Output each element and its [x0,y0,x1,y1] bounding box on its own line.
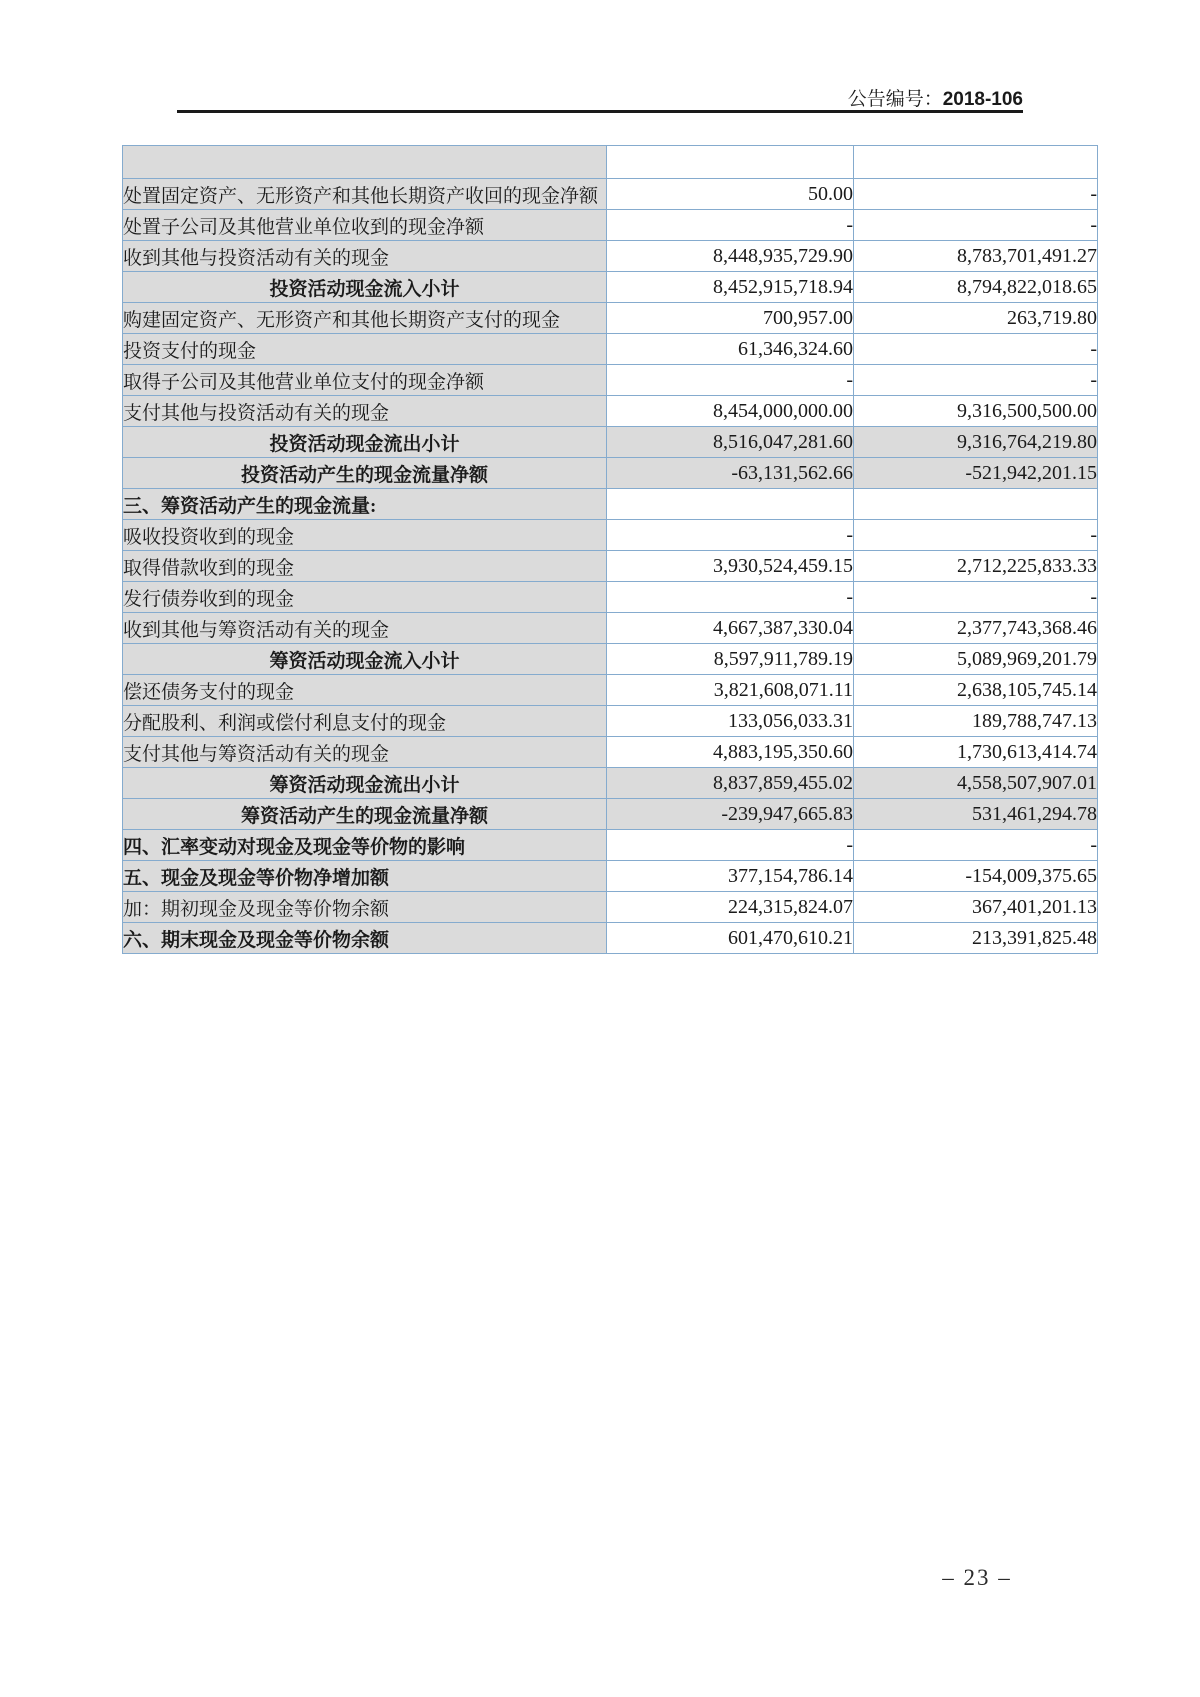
row-label: 发行债券收到的现金 [123,582,607,613]
row-value-v2: 2,377,743,368.46 [854,613,1098,644]
row-label: 投资活动产生的现金流量净额 [123,458,607,489]
row-value-v2: - [854,830,1098,861]
table-row [123,272,1098,303]
row-label: 五、现金及现金等价物净增加额 [123,861,607,892]
row-value-v2: 2,638,105,745.14 [854,675,1098,706]
row-value-v1: 133,056,033.31 [607,706,854,737]
announcement-value: 2018-106 [942,89,1023,110]
table-row [123,303,1098,334]
row-label: 吸收投资收到的现金 [123,520,607,551]
row-value-v1: - [607,520,854,551]
row-value-v2: - [854,334,1098,365]
row-label: 筹资活动现金流出小计 [123,768,607,799]
row-value-v2: -521,942,201.15 [854,458,1098,489]
row-value-v1 [607,489,854,520]
cash-flow-table [122,145,1098,954]
row-label: 购建固定资产、无形资产和其他长期资产支付的现金 [123,303,607,334]
row-label: 分配股利、利润或偿付利息支付的现金 [123,706,607,737]
row-value-v1: 377,154,786.14 [607,861,854,892]
row-value-v1: 3,821,608,071.11 [607,675,854,706]
table-row [123,520,1098,551]
row-value-v1: - [607,210,854,241]
table-row [123,458,1098,489]
row-label: 取得子公司及其他营业单位支付的现金净额 [123,365,607,396]
row-value-v1: 8,516,047,281.60 [607,427,854,458]
row-value-v2 [854,489,1098,520]
table-row [123,768,1098,799]
row-value-v1: 8,837,859,455.02 [607,768,854,799]
row-label: 处置固定资产、无形资产和其他长期资产收回的现金净额 [123,179,607,210]
row-value-v1: 61,346,324.60 [607,334,854,365]
row-value-v2: 531,461,294.78 [854,799,1098,830]
table-row [123,365,1098,396]
row-value-v1: 4,883,195,350.60 [607,737,854,768]
row-value-v1 [607,146,854,179]
row-value-v1: 224,315,824.07 [607,892,854,923]
row-value-v1: 50.00 [607,179,854,210]
table-row [123,613,1098,644]
table-row [123,892,1098,923]
table-row [123,706,1098,737]
row-label: 三、筹资活动产生的现金流量: [123,489,607,520]
row-value-v2: 5,089,969,201.79 [854,644,1098,675]
row-value-v2: - [854,520,1098,551]
table-row [123,489,1098,520]
row-value-v2: - [854,179,1098,210]
row-label: 六、期末现金及现金等价物余额 [123,923,607,954]
announcement-number [848,84,1023,111]
row-value-v2: - [854,210,1098,241]
row-value-v1: 4,667,387,330.04 [607,613,854,644]
row-value-v2: 8,794,822,018.65 [854,272,1098,303]
row-value-v1: 8,452,915,718.94 [607,272,854,303]
row-label [123,146,607,179]
table-row [123,861,1098,892]
row-value-v2: 9,316,500,500.00 [854,396,1098,427]
row-value-v1: 601,470,610.21 [607,923,854,954]
row-value-v1: -239,947,665.83 [607,799,854,830]
row-value-v2: - [854,582,1098,613]
row-value-v1: 8,597,911,789.19 [607,644,854,675]
table-row [123,582,1098,613]
row-value-v1: - [607,582,854,613]
row-value-v2: 367,401,201.13 [854,892,1098,923]
row-label: 取得借款收到的现金 [123,551,607,582]
row-value-v2: 213,391,825.48 [854,923,1098,954]
table-row [123,644,1098,675]
row-value-v2 [854,146,1098,179]
table-row [123,241,1098,272]
row-value-v1: - [607,830,854,861]
table-row [123,427,1098,458]
table-row [123,210,1098,241]
table-row [123,675,1098,706]
row-value-v2: 4,558,507,907.01 [854,768,1098,799]
table-row [123,551,1098,582]
row-value-v2: 2,712,225,833.33 [854,551,1098,582]
row-value-v2: - [854,365,1098,396]
row-label: 偿还债务支付的现金 [123,675,607,706]
row-label: 处置子公司及其他营业单位收到的现金净额 [123,210,607,241]
row-value-v1: - [607,365,854,396]
row-label: 收到其他与投资活动有关的现金 [123,241,607,272]
row-label: 筹资活动产生的现金流量净额 [123,799,607,830]
row-value-v2: 263,719.80 [854,303,1098,334]
row-label: 支付其他与筹资活动有关的现金 [123,737,607,768]
table-row [123,179,1098,210]
row-label: 收到其他与筹资活动有关的现金 [123,613,607,644]
row-value-v2: 189,788,747.13 [854,706,1098,737]
table-row [123,146,1098,179]
row-value-v1: 8,454,000,000.00 [607,396,854,427]
row-value-v2: -154,009,375.65 [854,861,1098,892]
row-label: 四、汇率变动对现金及现金等价物的影响 [123,830,607,861]
table-row [123,923,1098,954]
table-row [123,334,1098,365]
row-value-v2: 1,730,613,414.74 [854,737,1098,768]
header-rule [177,110,1023,113]
row-label: 加：期初现金及现金等价物余额 [123,892,607,923]
row-value-v2: 8,783,701,491.27 [854,241,1098,272]
row-value-v1: 3,930,524,459.15 [607,551,854,582]
row-value-v1: 700,957.00 [607,303,854,334]
row-value-v1: -63,131,562.66 [607,458,854,489]
row-label: 投资活动现金流出小计 [123,427,607,458]
row-value-v2: 9,316,764,219.80 [854,427,1098,458]
table-row [123,799,1098,830]
row-label: 投资支付的现金 [123,334,607,365]
table-row [123,830,1098,861]
row-label: 筹资活动现金流入小计 [123,644,607,675]
row-label: 投资活动现金流入小计 [123,272,607,303]
page-number: – 23 – [942,1565,1012,1590]
row-value-v1: 8,448,935,729.90 [607,241,854,272]
table-row [123,396,1098,427]
table-row [123,737,1098,768]
announcement-label: 公告编号： [847,89,943,110]
row-label: 支付其他与投资活动有关的现金 [123,396,607,427]
